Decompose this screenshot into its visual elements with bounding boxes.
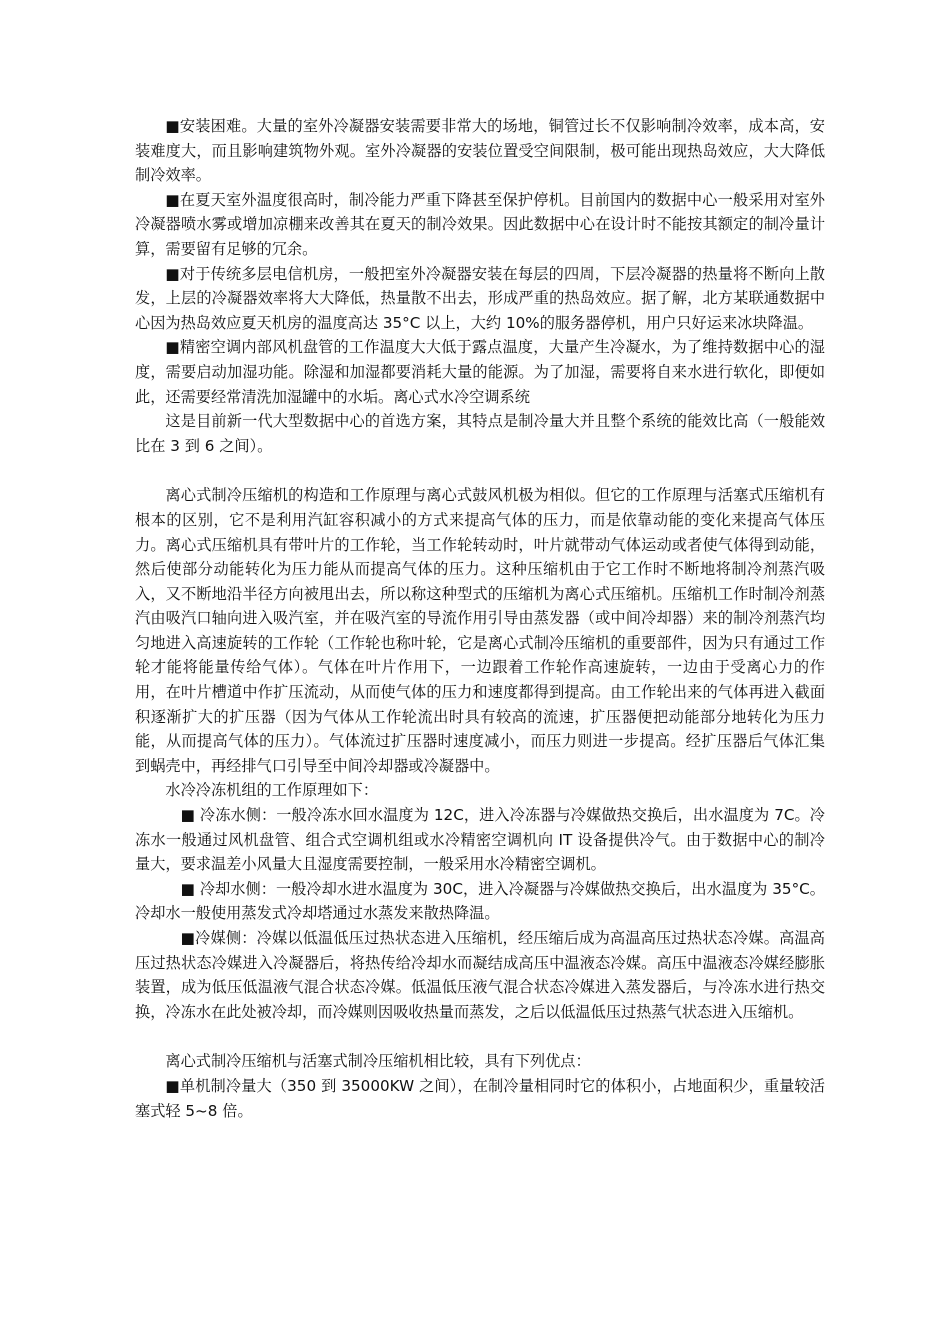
paragraph-humidification: ■精密空调内部风机盘管的工作温度大大低于露点温度，大量产生冷凝水，为了维持数据中心的湿度，需要启动加湿功能。除湿和加湿都要消耗大量的能源。为了加湿，需要将自来水进行软化，即便如此，还需要经常清洗加湿罐中的水垢。离心式水冷空调系统	[135, 338, 825, 406]
paragraph-chilled-water-side: ■ 冷冻水侧：一般冷冻水回水温度为 12C，进入冷冻器与冷媒做热交换后，出水温度为 7C。冷冻水一般通过风机盘管、组合式空调机组或水冷精密空调机向 IT 设备提供冷气。由于数据中心的制冷量大，要求温差小风量大且湿度需要控制，一般采用水冷精密空调机。	[135, 806, 825, 874]
paragraph-refrigerant-side: ■冷媒侧：冷媒以低温低压过热状态进入压缩机，经压缩后成为高温高压过热状态冷媒。高温高压过热状态冷媒进入冷凝器后，将热传给冷却水而凝结成高压中温液态冷媒。高压中温液态冷媒经膨胀装置，成为低压低温液气混合状态冷媒。低温低压液气混合状态冷媒进入蒸发器后，与冷冻水进行热交换，冷冻水在此处被冷却，而冷媒则因吸收热量而蒸发，之后以低温低压过热蒸气状态进入压缩机。	[135, 929, 825, 1021]
document-body	[135, 114, 825, 1123]
paragraph-centrifugal-intro: 这是目前新一代大型数据中心的首选方案，其特点是制冷量大并且整个系统的能效比高（一般能效比在 3 到 6 之间）。	[135, 412, 825, 455]
paragraph-advantage-capacity: ■单机制冷量大（350 到 35000KW 之间），在制冷量相同时它的体积小，占地面积少，重量较活塞式轻 5~8 倍。	[135, 1076, 825, 1120]
paragraph-chiller-heading: 水冷冷冻机组的工作原理如下：	[165, 781, 379, 800]
paragraph-install-difficulty: ■安装困难。大量的室外冷凝器安装需要非常大的场地，铜管过长不仅影响制冷效率，成本高，安装难度大，而且影响建筑物外观。室外冷凝器的安装位置受空间限制，极可能出现热岛效应，大大降低制冷效率。	[135, 117, 825, 185]
paragraph-summer-capacity: ■在夏天室外温度很高时，制冷能力严重下降甚至保护停机。目前国内的数据中心一般采用对室外冷凝器喷水雾或增加凉棚来改善其在夏天的制冷效果。因此数据中心在设计时不能按其额定的制冷量计算，需要留有足够的冗余。	[135, 190, 825, 258]
paragraph-centrifugal-principle: 离心式制冷压缩机的构造和工作原理与离心式鼓风机极为相似。但它的工作原理与活塞式压缩机有根本的区别，它不是利用汽缸容积减小的方式来提高气体的压力，而是依靠动能的变化来提高气体压力。离心式压缩机具有带叶片的工作轮，当工作轮转动时，叶片就带动气体运动或者使气体得到动能，然后使部分动能转化为压力能从而提高气体的压力。这种压缩机由于它工作时不断地将制冷剂蒸汽吸入，又不断地沿半径方向被甩出去，所以称这种型式的压缩机为离心式压缩机。压缩机工作时制冷剂蒸汽由吸汽口轴向进入吸汽室，并在吸汽室的导流作用引导由蒸发器（或中间冷却器）来的制冷剂蒸汽均匀地进入高速旋转的工作轮（工作轮也称叶轮，它是离心式制冷压缩机的重要部件，因为只有通过工作轮才能将能量传给气体）。气体在叶片作用下，一边跟着工作轮作高速旋转，一边由于受离心力的作用，在叶片槽道中作扩压流动，从而使气体的压力和速度都得到提高。由工作轮出来的气体再进入截面积逐渐扩大的扩压器（因为气体从工作轮流出时具有较高的流速，扩压器便把动能部分地转化为压力能，从而提高气体的压力）。气体流过扩压器时速度减小，而压力则进一步提高。经扩压器后气体汇集到蜗壳中，再经排气口引导至中间冷却器或冷凝器中。	[135, 486, 825, 775]
paragraph-cooling-water-side: ■ 冷却水侧：一般冷却水进水温度为 30C，进入冷凝器与冷媒做热交换后，出水温度为 35°C。冷却水一般使用蒸发式冷却塔通过水蒸发来散热降温。	[135, 879, 825, 923]
paragraph-advantages-heading: 离心式制冷压缩机与活塞式制冷压缩机相比较，具有下列优点：	[165, 1052, 591, 1071]
paragraph-heat-island: ■对于传统多层电信机房，一般把室外冷凝器安装在每层的四周，下层冷凝器的热量将不断向上散发，上层的冷凝器效率将大大降低，热量散不出去，形成严重的热岛效应。据了解，北方某联通数据中心因为热岛效应夏天机房的温度高达 35°C 以上，大约 10%的服务器停机，用户只好运来冰块降温。	[135, 264, 825, 332]
